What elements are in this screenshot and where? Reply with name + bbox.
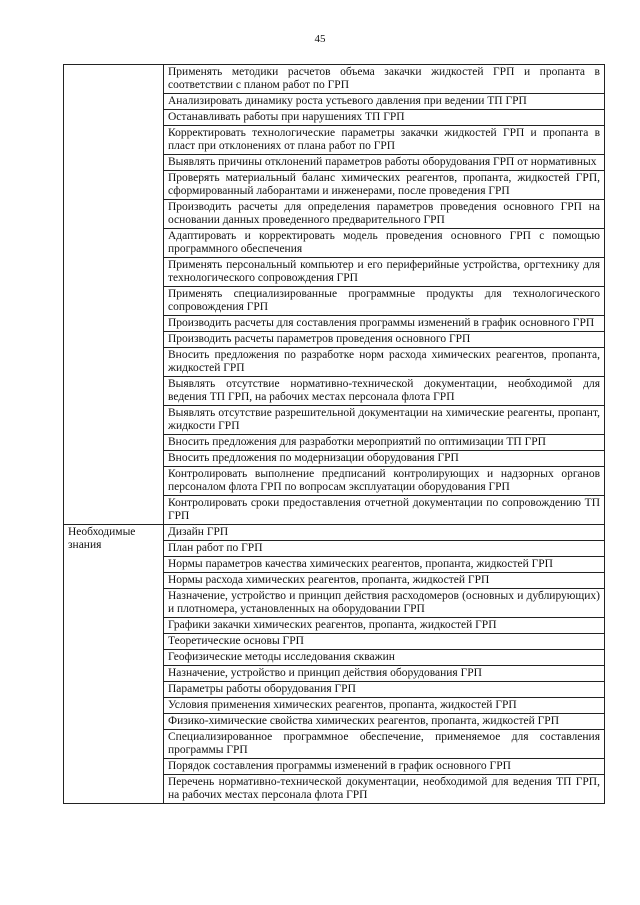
knowledge-item: Условия применения химических реагентов, пропанта, жидкостей ГРП <box>164 698 605 714</box>
knowledge-item: План работ по ГРП <box>164 541 605 557</box>
skill-item: Вносить предложения по модернизации оборудования ГРП <box>164 451 605 467</box>
knowledge-item: Параметры работы оборудования ГРП <box>164 682 605 698</box>
knowledge-item: Назначение, устройство и принцип действия расходомеров (основных и дублирующих) и плотномера, установленных на оборудовании ГРП <box>164 589 605 618</box>
knowledge-item: Специализированное программное обеспечение, применяемое для составления программы ГРП <box>164 730 605 759</box>
knowledge-item: Дизайн ГРП <box>164 525 605 541</box>
skill-item: Корректировать технологические параметры закачки жидкостей ГРП и пропанта в пласт при отклонениях от плана работ по ГРП <box>164 126 605 155</box>
skill-item: Контролировать выполнение предписаний контролирующих и надзорных органов персоналом флота ГРП по вопросам эксплуатации оборудования ГРП <box>164 467 605 496</box>
table-body <box>64 65 605 804</box>
knowledge-item: Назначение, устройство и принцип действия оборудования ГРП <box>164 666 605 682</box>
skill-item: Анализировать динамику роста устьевого давления при ведении ТП ГРП <box>164 94 605 110</box>
skill-item: Применять специализированные программные продукты для технологического сопровождения ГРП <box>164 287 605 316</box>
table-row <box>64 65 605 94</box>
skill-item: Выявлять отсутствие нормативно-технической документации, необходимой для ведения ТП ГРП, на рабочих местах персонала флота ГРП <box>164 377 605 406</box>
requirements-table <box>63 64 605 804</box>
category-cell-knowledge: Необходимые знания <box>64 525 164 804</box>
skill-item: Применять персональный компьютер и его периферийные устройства, оргтехнику для технологического сопровождения ГРП <box>164 258 605 287</box>
skill-item: Производить расчеты параметров проведения основного ГРП <box>164 332 605 348</box>
knowledge-item: Теоретические основы ГРП <box>164 634 605 650</box>
knowledge-item: Физико-химические свойства химических реагентов, пропанта, жидкостей ГРП <box>164 714 605 730</box>
knowledge-item: Нормы расхода химических реагентов, пропанта, жидкостей ГРП <box>164 573 605 589</box>
knowledge-item: Геофизические методы исследования скважин <box>164 650 605 666</box>
skill-item: Адаптировать и корректировать модель проведения основного ГРП с помощью программного обеспечения <box>164 229 605 258</box>
skill-item: Применять методики расчетов объема закачки жидкостей ГРП и пропанта в соответствии с планом работ по ГРП <box>164 65 605 94</box>
table-row <box>64 525 605 541</box>
skill-item: Вносить предложения для разработки мероприятий по оптимизации ТП ГРП <box>164 435 605 451</box>
skill-item: Проверять материальный баланс химических реагентов, пропанта, жидкостей ГРП, сформированный лаборантами и инженерами, после проведения ГРП <box>164 171 605 200</box>
knowledge-item: Графики закачки химических реагентов, пропанта, жидкостей ГРП <box>164 618 605 634</box>
skill-item: Останавливать работы при нарушениях ТП ГРП <box>164 110 605 126</box>
page-number: 45 <box>314 33 326 45</box>
skill-item: Выявлять отсутствие разрешительной документации на химические реагенты, пропант, жидкости ГРП <box>164 406 605 435</box>
skill-item: Выявлять причины отклонений параметров работы оборудования ГРП от нормативных <box>164 155 605 171</box>
knowledge-item: Порядок составления программы изменений в график основного ГРП <box>164 759 605 775</box>
knowledge-item: Перечень нормативно-технической документации, необходимой для ведения ТП ГРП, на рабочих местах персонала флота ГРП <box>164 775 605 804</box>
skill-item: Контролировать сроки предоставления отчетной документации по сопровождению ТП ГРП <box>164 496 605 525</box>
skill-item: Производить расчеты для составления программы изменений в график основного ГРП <box>164 316 605 332</box>
knowledge-item: Нормы параметров качества химических реагентов, пропанта, жидкостей ГРП <box>164 557 605 573</box>
category-cell-empty <box>64 65 164 525</box>
skill-item: Вносить предложения по разработке норм расхода химических реагентов, пропанта, жидкостей ГРП <box>164 348 605 377</box>
skill-item: Производить расчеты для определения параметров проведения основного ГРП на основании данных проведенного предварительного ГРП <box>164 200 605 229</box>
